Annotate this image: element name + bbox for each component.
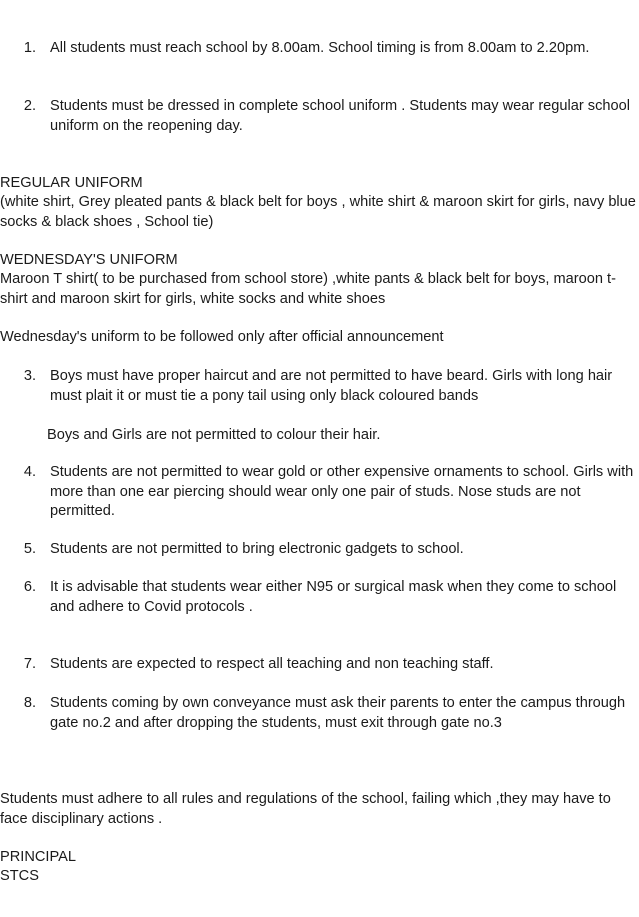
wednesday-uniform-text: Maroon T shirt( to be purchased from school store) ,white pants & black belt for boys, maroon t-shirt and maroon skirt for girls, white socks and white shoes (0, 271, 616, 307)
regular-uniform-heading: REGULAR UNIFORM (0, 175, 143, 191)
rule-number: 2. (23, 98, 36, 114)
rule-text: Students must be dressed in complete school uniform . Students may wear regular school uniform on the reopening day. (50, 98, 630, 134)
rule-text: Students coming by own conveyance must ask their parents to enter the campus through gate no.2 and after dropping the students, must exit through gate no.3 (50, 695, 626, 731)
rule-number: 1. (23, 40, 36, 56)
rule-text: Students are not permitted to wear gold or other expensive ornaments to school. Girls with more than one ear piercing should wear only one pair of studs. Nose studs are not permitted. (50, 464, 634, 519)
rule-text: Students are not permitted to bring electronic gadgets to school. (50, 541, 464, 557)
rule-text: All students must reach school by 8.00am. School timing is from 8.00am to 2.20pm. (50, 40, 590, 56)
regular-uniform-text: (white shirt, Grey pleated pants & black belt for boys , white shirt & maroon skirt for girls, navy blue socks & black shoes , School tie) (0, 194, 636, 230)
rule-text: Boys must have proper haircut and are not permitted to have beard. Girls with long hair must plait it or must tie a pony tail using only black coloured bands (50, 368, 613, 404)
signature-org: STCS (0, 868, 39, 884)
rule-text: It is advisable that students wear either N95 or surgical mask when they come to school and adhere to Covid protocols . (50, 579, 617, 615)
rule-3-extra-text: Boys and Girls are not permitted to colour their hair. (47, 427, 381, 443)
rule-number: 7. (23, 656, 36, 672)
rule-number: 8. (23, 695, 36, 711)
rule-number: 6. (23, 579, 36, 595)
rule-number: 4. (23, 464, 36, 480)
wednesday-uniform-note: Wednesday's uniform to be followed only after official announcement (0, 329, 444, 345)
rule-number: 5. (23, 541, 36, 557)
closing-statement: Students must adhere to all rules and regulations of the school, failing which ,they may have to face disciplinary actions . (0, 791, 611, 827)
rule-number: 3. (23, 368, 36, 384)
wednesday-uniform-heading: WEDNESDAY'S UNIFORM (0, 252, 178, 268)
rule-text: Students are expected to respect all teaching and non teaching staff. (50, 656, 494, 672)
signature-title: PRINCIPAL (0, 849, 76, 865)
